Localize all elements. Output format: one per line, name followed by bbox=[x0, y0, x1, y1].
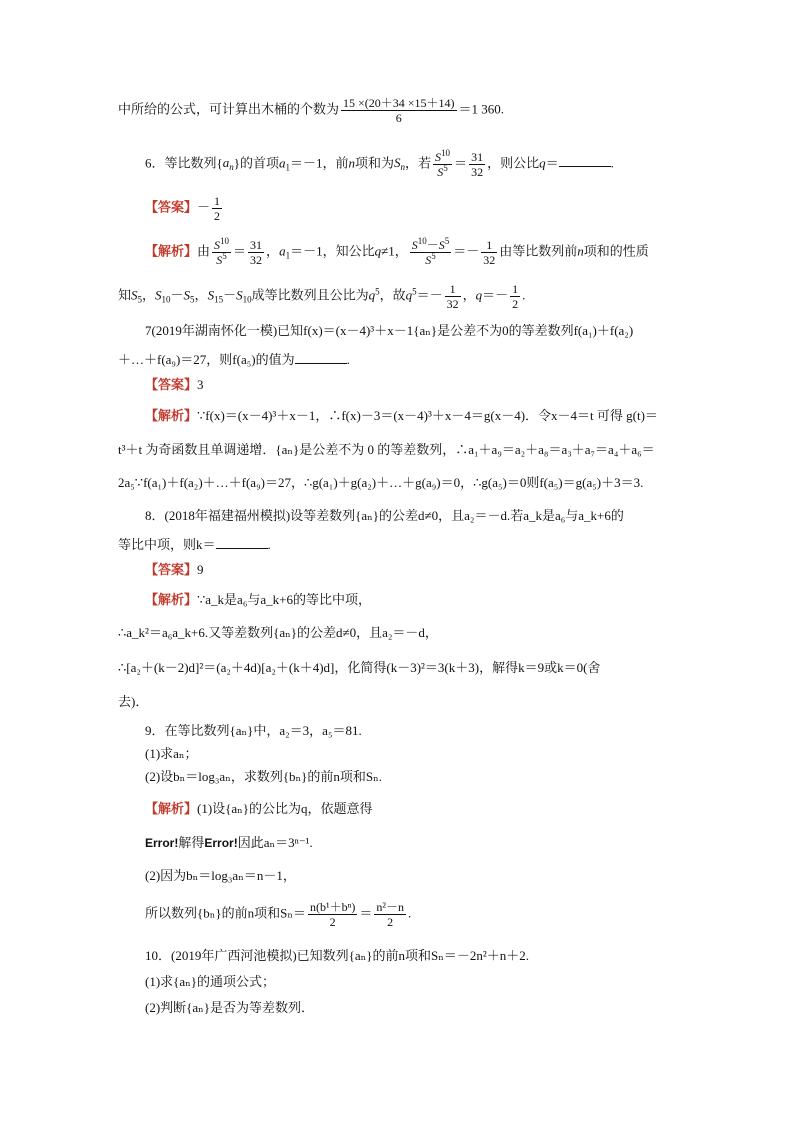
text: ，若 bbox=[405, 155, 432, 171]
fraction bbox=[374, 900, 406, 929]
numerator: $S^{10}-S^5$ bbox=[411, 236, 450, 252]
analysis-8-line4: 去)． bbox=[118, 694, 149, 709]
text: ，故 bbox=[379, 287, 406, 303]
question-8-line1: 8．(2018年福建福州模拟)设等差数列{aₙ}的公差d≠0，且a₂＝－d.若a_k是a₆与a_k+6的 bbox=[145, 508, 624, 523]
answer-tag: 【答案】 bbox=[145, 377, 198, 392]
fraction bbox=[212, 194, 222, 223]
numerator: $S^{10}$ bbox=[435, 148, 451, 164]
analysis-9-line4 bbox=[145, 900, 411, 929]
text: ＝－1，前 bbox=[290, 155, 349, 171]
fraction bbox=[481, 238, 497, 267]
numerator: n(b¹＋bⁿ) bbox=[309, 900, 356, 914]
text: ，则公比 bbox=[487, 155, 540, 171]
denominator: $S^5$ bbox=[216, 251, 227, 267]
denominator: 2 bbox=[512, 297, 519, 311]
answer-6: 【答案】－ $\frac{1}{2}$ bbox=[145, 194, 221, 223]
text: ＝ bbox=[359, 905, 373, 921]
fraction bbox=[410, 238, 452, 267]
text: ＋…＋f(a₉)＝27，则f(a₅)的值为 bbox=[118, 352, 295, 367]
numerator: 1 bbox=[445, 282, 461, 297]
text: 等比中项，则k＝ bbox=[118, 537, 216, 552]
text: ∵a_k是a₆与a_k+6的等比中项， bbox=[197, 592, 371, 607]
numerator: 1 bbox=[481, 238, 497, 253]
analysis-8-line3: ∴[a₂＋(k－2)d]²＝(a₂＋4d)[a₂＋(k＋4)d]，化简得(k－3)²＝3(k＋3)，解得k＝9或k＝0(舍 bbox=[118, 660, 601, 675]
fraction bbox=[341, 96, 457, 125]
question-9-line2: (1)求aₙ； bbox=[145, 746, 198, 761]
analysis-6-line1: 【解析】由 $\frac{S^{10}}{S^5}$ ＝ $\frac{31}{32}$ ，$a_1=-1$，知公比q≠1， $\frac{S^{10}-S^5}{S^5}$ ＝－ $\frac{1}{32}$ 由等比数列前n项和的性质 bbox=[145, 236, 649, 267]
answer-8 bbox=[145, 561, 204, 579]
text: 由 bbox=[197, 243, 211, 259]
fraction bbox=[445, 282, 461, 311]
fraction bbox=[433, 150, 452, 179]
analysis-9-line3: (2)因为bₙ＝log₃aₙ＝n－1， bbox=[145, 868, 296, 883]
analysis-tag: 【解析】 bbox=[145, 801, 198, 816]
text: ， bbox=[462, 287, 476, 303]
denominator: 32 bbox=[250, 253, 263, 267]
numerator: $S^{10}$ bbox=[214, 236, 230, 252]
text: 所以数列{bₙ}的前n项和Sₙ＝ bbox=[145, 905, 306, 921]
denominator: 2 bbox=[214, 209, 221, 223]
numerator: 31 bbox=[250, 238, 263, 252]
answer-tag: 【答案】 bbox=[145, 199, 198, 215]
text: ＝1 360. bbox=[458, 101, 505, 117]
question-6: 6．等比数列$\{a_n\}$的首项$a_1=-1$，前n项和为$S_n$，若 $\frac{S^{10}}{S^5}$ ＝ $\frac{31}{32}$ ，则公比q＝ . bbox=[145, 148, 614, 179]
denominator: 2 bbox=[329, 915, 336, 929]
analysis-7-line3: 2a₅∵f(a₁)＋f(a₂)＋…＋f(a₉)＝27，∴g(a₁)＋g(a₂)＋…＋g(a₉)＝0，∴g(a₅)＝0则f(a₅)＝g(a₅)＋3＝3. bbox=[118, 475, 644, 490]
answer-7 bbox=[145, 376, 204, 394]
analysis-9-line2 bbox=[145, 834, 313, 852]
text: . bbox=[407, 905, 412, 921]
analysis-6-line2: 知$S_5$，$S_{10}-S_5$，$S_{15}-S_{10}$成等比数列且公比为$q^5$，故$q^5=-$ $\frac{1}{32}$ ，q＝－ $\frac{1}{2}$ . bbox=[118, 282, 526, 311]
answer-blank bbox=[216, 536, 268, 549]
analysis-7-line1 bbox=[145, 407, 658, 425]
analysis-tag: 【解析】 bbox=[145, 592, 198, 607]
answer-value: 3 bbox=[197, 377, 204, 392]
text: 6．等比数列{ bbox=[145, 155, 223, 171]
question-7-line2: ＋…＋f(a₉)＝27，则f(a₅)的值为 . bbox=[118, 352, 350, 367]
analysis-tag: 【解析】 bbox=[145, 408, 198, 423]
answer-tag: 【答案】 bbox=[145, 562, 198, 577]
text: 中所给的公式，可计算出木桶的个数为 bbox=[118, 101, 340, 117]
text: ∵f(x)＝(x－4)³＋x－1，∴f(x)－3＝(x－4)³＋x－4＝g(x－4)．令x－4＝t 可得 g(t)＝ bbox=[197, 408, 658, 423]
text: 项和为 bbox=[355, 155, 395, 171]
text: 由等比数列前 bbox=[499, 243, 578, 259]
question-9-line3: (2)设bₙ＝log₃aₙ，求数列{bₙ}的前n项和Sₙ. bbox=[145, 769, 383, 784]
text: 因此aₙ＝3ⁿ⁻¹. bbox=[237, 835, 313, 850]
question-10-line1: 10．(2019年广西河池模拟)已知数列{aₙ}的前n项和Sₙ＝－2n²＋n＋2. bbox=[145, 948, 530, 963]
question-10-line3: (2)判断{aₙ}是否为等差数列． bbox=[145, 1000, 315, 1015]
text: (1)设{aₙ}的公比为q，依题意得 bbox=[197, 801, 373, 816]
question-7-line1: 7(2019年湖南怀化一模)已知f(x)＝(x－4)³＋x－1{aₙ}是公差不为0的等差数列f(a₁)＋f(a₂) bbox=[145, 323, 634, 338]
denominator: 6 bbox=[395, 111, 402, 125]
text-line bbox=[118, 96, 504, 125]
fraction bbox=[212, 238, 231, 267]
text: ＝－1，知公比 bbox=[290, 243, 375, 259]
answer-value: 9 bbox=[197, 562, 204, 577]
analysis-9-line1 bbox=[145, 800, 373, 818]
question-9-line1: 9．在等比数列{aₙ}中，a₂＝3，a₅＝81. bbox=[145, 723, 362, 738]
fraction bbox=[510, 282, 520, 311]
analysis-8-line2: ∴a_k²＝a₆a_k+6.又等差数列{aₙ}的公差d≠0，且a₂＝－d， bbox=[118, 625, 438, 640]
text: }的首项 bbox=[233, 155, 279, 171]
numerator: n²－n bbox=[376, 900, 404, 914]
numerator: 1 bbox=[512, 282, 519, 296]
fraction bbox=[308, 900, 357, 929]
denominator: $S^5$ bbox=[437, 163, 448, 179]
analysis-8-line1 bbox=[145, 591, 371, 609]
text: ＝－ bbox=[453, 243, 480, 259]
denominator: 32 bbox=[471, 165, 484, 179]
error-marker: Error! bbox=[204, 836, 238, 850]
text: 解得 bbox=[178, 835, 205, 850]
numerator: 15 ×(20＋34 ×15＋14) bbox=[343, 96, 455, 110]
fraction bbox=[469, 150, 485, 179]
denominator: 32 bbox=[483, 253, 496, 267]
text: 知 bbox=[118, 287, 132, 303]
text: ， bbox=[266, 243, 280, 259]
text: 成等比数列且公比为 bbox=[251, 287, 369, 303]
denominator: $S^5$ bbox=[425, 251, 436, 267]
text: 项和的性质 bbox=[583, 243, 649, 259]
text: ≠1， bbox=[381, 243, 408, 259]
answer-blank bbox=[559, 154, 611, 167]
answer-blank bbox=[295, 351, 347, 364]
numerator: 1 bbox=[214, 194, 221, 208]
analysis-tag: 【解析】 bbox=[145, 243, 198, 259]
analysis-7-line2: t³＋t 为奇函数且单调递增．{aₙ}是公差不为 0 的等差数列，∴a₁＋a₉＝a₂＋a₈＝a₃＋a₇＝a₄＋a₆＝ bbox=[118, 442, 655, 457]
question-10-line2: (1)求{aₙ}的通项公式； bbox=[145, 974, 276, 989]
numerator: 31 bbox=[471, 150, 484, 164]
denominator: 2 bbox=[387, 915, 394, 929]
error-marker: Error! bbox=[145, 836, 179, 850]
denominator: 32 bbox=[446, 297, 459, 311]
question-8-line2: 等比中项，则k＝ . bbox=[118, 537, 271, 552]
fraction bbox=[248, 238, 264, 267]
